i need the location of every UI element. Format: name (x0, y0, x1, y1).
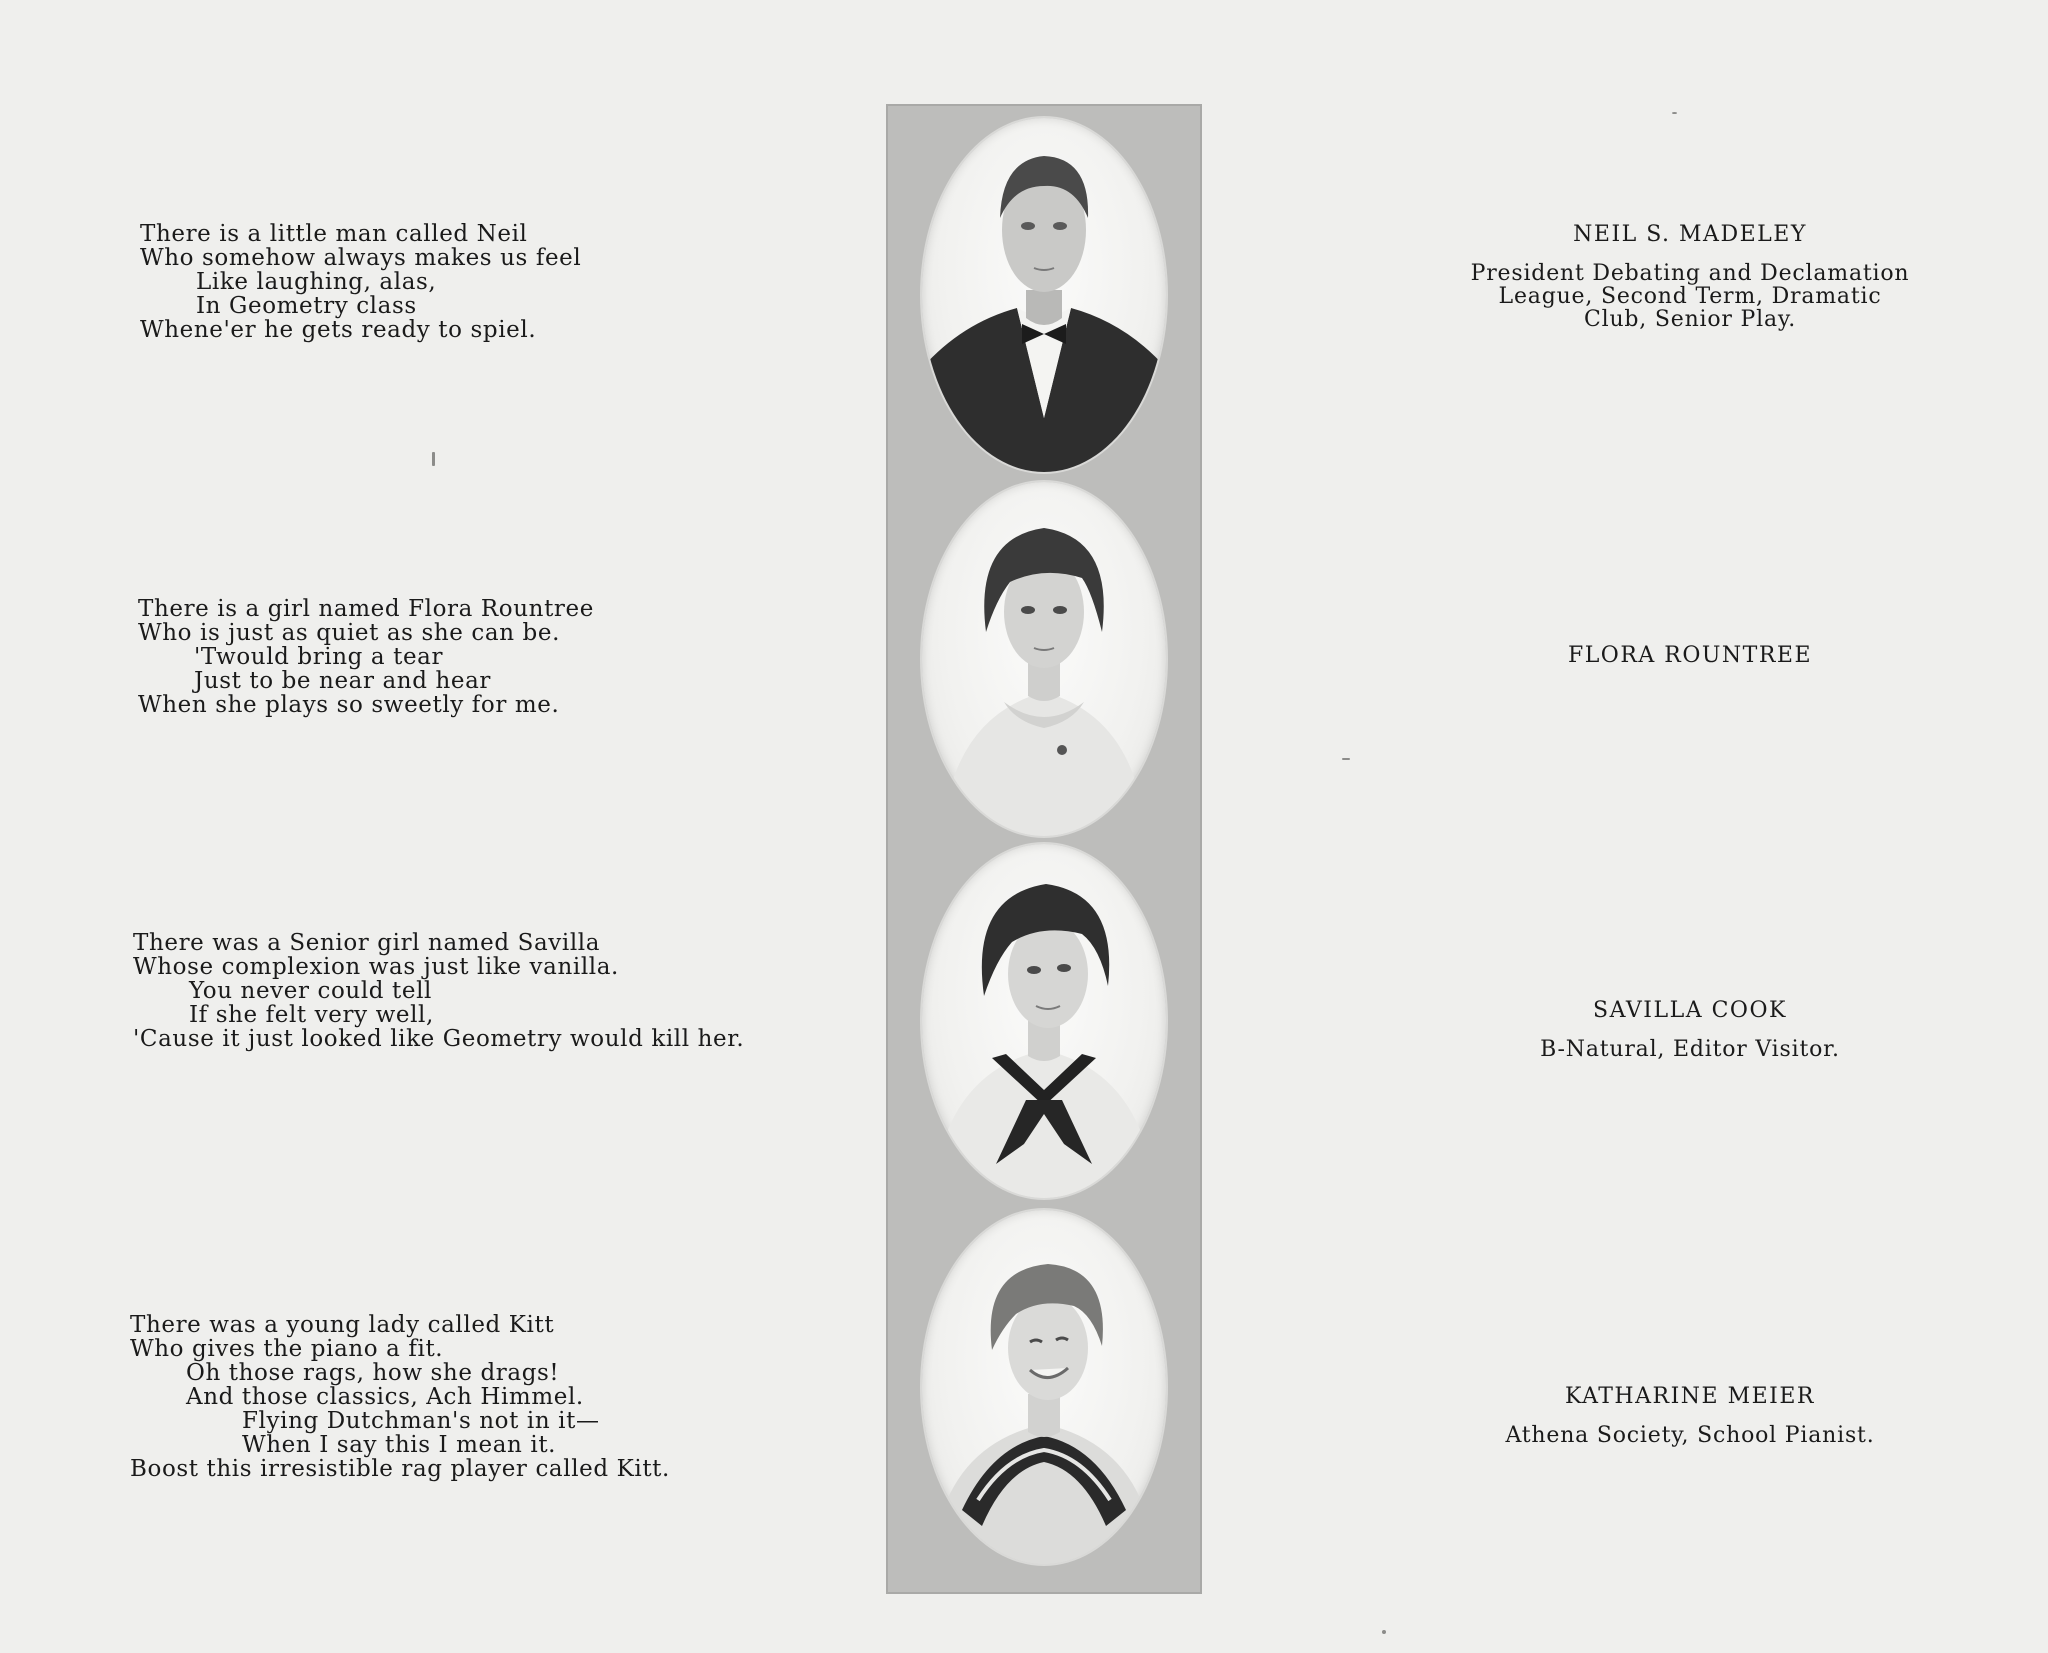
poem-line: Who somehow always makes us feel (140, 245, 582, 271)
poem-line: 'Twould bring a tear (194, 644, 444, 670)
student-entry (1432, 641, 1948, 671)
poem-line: Whene'er he gets ready to spiel. (140, 317, 537, 343)
poem-line: 'Cause it just looked like Geometry would kill her. (133, 1026, 745, 1052)
poem-line: And those classics, Ach Himmel. (186, 1384, 584, 1410)
limerick-neil (140, 222, 581, 342)
poem-line: There was a young lady called Kitt (130, 1312, 555, 1338)
student-name: FLORA ROUNTREE (1567, 643, 1813, 668)
poem-line: You never could tell (189, 978, 432, 1004)
poem-line: In Geometry class (196, 293, 417, 319)
poem-line: Who gives the piano a fit. (130, 1336, 444, 1362)
photo-strip (886, 104, 1202, 1594)
activity-line: League, Second Term, Dramatic (1498, 284, 1882, 309)
poem-line: Flying Dutchman's not in it— (242, 1408, 600, 1434)
poem-line: When I say this I mean it. (242, 1432, 557, 1458)
poem-line: If she felt very well, (189, 1002, 434, 1028)
limerick-flora (138, 597, 594, 717)
poem-line: Boost this irresistible rag player called Kitt. (130, 1456, 670, 1482)
limerick-savilla (133, 931, 744, 1051)
poem-line: When she plays so sweetly for me. (138, 692, 560, 718)
portrait-photo (922, 482, 1166, 836)
poem-line: Like laughing, alas, (196, 269, 437, 295)
activity-line: B-Natural, Editor Visitor. (1540, 1037, 1840, 1062)
student-entry (1432, 996, 1948, 1061)
student-name: NEIL S. MADELEY (1573, 222, 1807, 247)
limerick-kitt (130, 1313, 670, 1481)
student-name: KATHARINE MEIER (1565, 1384, 1815, 1409)
student-activities (1432, 1424, 1948, 1447)
portrait-photo (922, 1210, 1166, 1564)
poem-line: Whose complexion was just like vanilla. (133, 954, 619, 980)
activity-line: President Debating and Declamation (1470, 261, 1910, 286)
paper-speck (1672, 112, 1677, 114)
portrait-man-icon (922, 118, 1166, 472)
student-name: SAVILLA COOK (1593, 998, 1787, 1023)
portrait-woman-icon (922, 844, 1166, 1198)
student-entry (1432, 220, 1948, 331)
paper-speck (432, 452, 435, 466)
portrait-photo (922, 118, 1166, 472)
student-activities (1432, 1038, 1948, 1061)
activity-line: Athena Society, School Pianist. (1505, 1423, 1875, 1448)
poem-line: Who is just as quiet as she can be. (138, 620, 560, 646)
poem-line: Just to be near and hear (194, 668, 491, 694)
poem-line: Oh those rags, how she drags! (186, 1360, 560, 1386)
activity-line: Club, Senior Play. (1583, 307, 1796, 332)
poem-line: There is a little man called Neil (140, 221, 528, 247)
paper-speck (1382, 1630, 1386, 1634)
poem-line: There is a girl named Flora Rountree (138, 596, 594, 622)
student-activities (1432, 262, 1948, 331)
poem-line: There was a Senior girl named Savilla (133, 930, 601, 956)
portrait-photo (922, 844, 1166, 1198)
student-entry (1432, 1382, 1948, 1447)
paper-speck (1342, 758, 1350, 760)
portrait-woman-icon (922, 1210, 1166, 1564)
portrait-woman-icon (922, 482, 1166, 836)
